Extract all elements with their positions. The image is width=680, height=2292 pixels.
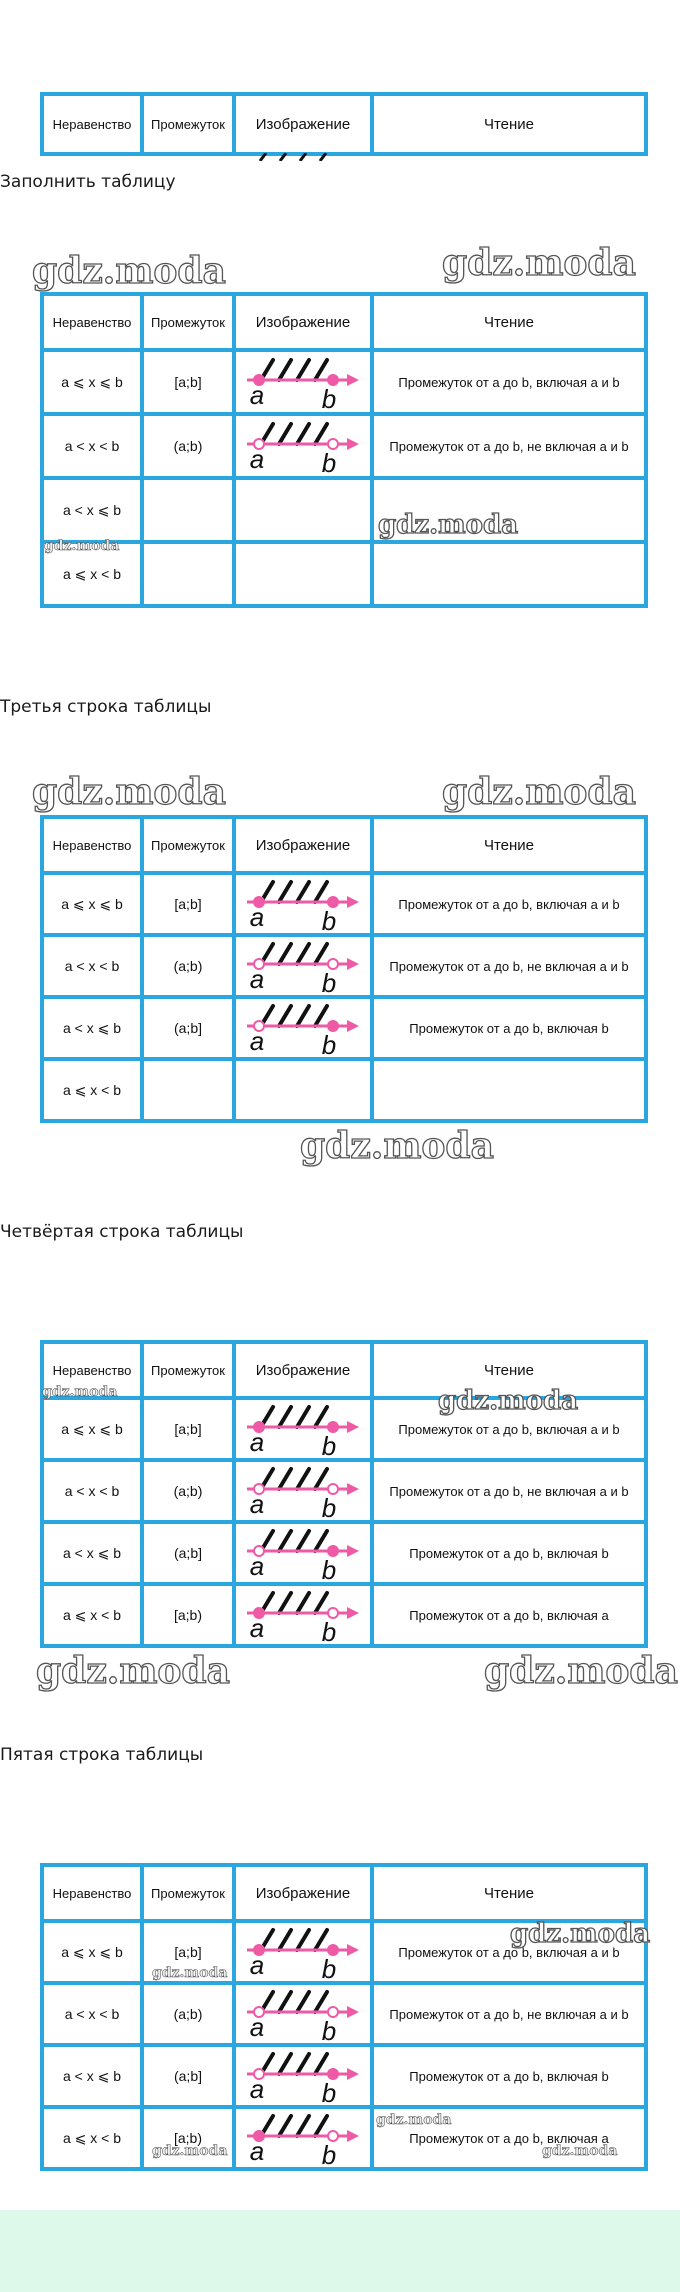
inequality-cell: a ⩽ x < b <box>42 2107 142 2169</box>
header-inequality: Неравенство <box>42 1342 142 1398</box>
arrow-icon <box>347 438 359 450</box>
header-image: Изображение <box>234 1865 372 1921</box>
interval-cell: (a;b] <box>142 997 234 1059</box>
watermark: gdz.moda <box>44 538 120 554</box>
table-row <box>42 1584 646 1646</box>
table-block-2 <box>0 765 680 1175</box>
hatch-icon <box>261 1006 327 1026</box>
watermark: gdz.moda <box>442 242 636 284</box>
image-cell <box>234 478 372 542</box>
interval-cell: (a;b) <box>142 414 234 478</box>
arrow-icon <box>347 2068 359 2080</box>
interval-cell <box>142 542 234 606</box>
arrow-icon <box>347 1483 359 1495</box>
inequality-cell: a < x ⩽ b <box>42 997 142 1059</box>
number-line-closed-closed <box>234 1398 372 1460</box>
reading-cell: Промежуток от a до b, включая b <box>372 2045 646 2107</box>
header-inequality: Неравенство <box>42 294 142 350</box>
hatch-icon <box>261 944 327 964</box>
label-a: a <box>249 380 265 410</box>
number-line-open-closed <box>234 1522 372 1584</box>
arrow-icon <box>347 896 359 908</box>
number-line-open-open <box>234 414 372 478</box>
table-block-4 <box>0 1855 680 2185</box>
table-row <box>42 1983 646 2045</box>
table-row <box>42 1059 646 1121</box>
hatch-icon <box>261 2054 327 2074</box>
header-interval: Промежуток <box>142 1342 234 1398</box>
watermark: gdz.moda <box>542 2143 618 2159</box>
interval-cell <box>142 1059 234 1121</box>
header-image: Изображение <box>234 817 372 873</box>
image-cell <box>234 542 372 606</box>
header-interval: Промежуток <box>142 294 234 350</box>
hatch-icon <box>261 360 327 380</box>
reading-cell: Промежуток от a до b, включая a и b <box>372 1921 646 1983</box>
reading-cell: Промежуток от a до b, не включая a и b <box>372 1460 646 1522</box>
watermark: gdz.moda <box>152 2143 228 2159</box>
arrow-icon <box>347 1545 359 1557</box>
watermark: gdz.moda <box>378 510 519 540</box>
table-row <box>42 414 646 478</box>
number-line-open-closed <box>234 2045 372 2107</box>
arrow-icon <box>347 958 359 970</box>
label-b: b <box>321 448 337 474</box>
label-b: b <box>321 1030 337 1056</box>
caption-fill-table: Заполнить таблицу <box>0 172 176 192</box>
number-line-closed-closed <box>234 350 372 414</box>
table-row <box>42 997 646 1059</box>
header-reading: Чтение <box>372 1865 646 1921</box>
reading-cell <box>372 542 646 606</box>
table-block-0 <box>0 0 680 170</box>
label-b: b <box>321 1555 337 1581</box>
hatch-icon <box>261 1531 327 1551</box>
label-b: b <box>321 1617 337 1643</box>
watermark: gdz.moda <box>32 771 226 813</box>
header-reading: Чтение <box>372 94 646 154</box>
table-block-3 <box>0 1330 680 1720</box>
watermark: gdz.moda <box>442 771 636 813</box>
hatch-icon <box>261 1469 327 1489</box>
reading-cell: Промежуток от a до b, не включая a и b <box>372 935 646 997</box>
label-b: b <box>321 1431 337 1457</box>
inequality-cell: a ⩽ x ⩽ b <box>42 873 142 935</box>
label-a: a <box>249 902 265 932</box>
interval-cell: [a;b) <box>142 2107 234 2169</box>
inequality-cell: a ⩽ x < b <box>42 542 142 606</box>
watermark: gdz.moda <box>300 1125 494 1167</box>
interval-cell: [a;b] <box>142 350 234 414</box>
watermark: gdz.moda <box>36 1650 230 1692</box>
watermark: gdz.moda <box>376 2112 452 2128</box>
number-line-closed-closed <box>234 1921 372 1983</box>
reading-cell: Промежуток от a до b, не включая a и b <box>372 414 646 478</box>
number-line-open-closed <box>234 997 372 1059</box>
header-inequality: Неравенство <box>42 817 142 873</box>
label-a: a <box>249 2074 265 2104</box>
reading-cell: Промежуток от a до b, включая a и b <box>372 873 646 935</box>
table-row <box>42 1522 646 1584</box>
arrow-icon <box>347 2006 359 2018</box>
label-b: b <box>321 2016 337 2042</box>
header-inequality: Неравенство <box>42 1865 142 1921</box>
label-b: b <box>321 1954 337 1980</box>
header-reading: Чтение <box>372 817 646 873</box>
reading-cell: Промежуток от a до b, не включая a и b <box>372 1983 646 2045</box>
label-a: a <box>249 1551 265 1581</box>
reading-cell: Промежуток от a до b, включая a <box>372 1584 646 1646</box>
interval-cell: (a;b] <box>142 2045 234 2107</box>
inequality-cell: a ⩽ x ⩽ b <box>42 1921 142 1983</box>
header-interval: Промежуток <box>142 94 234 154</box>
interval-cell: (a;b) <box>142 1983 234 2045</box>
label-a: a <box>249 1026 265 1056</box>
interval-cell: [a;b) <box>142 1584 234 1646</box>
label-a: a <box>249 1950 265 1980</box>
table-4 <box>40 1863 651 2171</box>
label-b: b <box>321 968 337 994</box>
table-row <box>42 2107 646 2169</box>
arrow-icon <box>347 2130 359 2142</box>
hatch-icon <box>261 2116 327 2136</box>
label-b: b <box>321 906 337 932</box>
reading-cell <box>372 1059 646 1121</box>
watermark: gdz.moda <box>438 1386 579 1416</box>
caption-fifth-row: Пятая строка таблицы <box>0 1745 204 1765</box>
watermark: gdz.moda <box>510 1919 651 1949</box>
label-b: b <box>321 1493 337 1519</box>
arrow-icon <box>347 1944 359 1956</box>
reading-cell: Промежуток от a до b, включая a <box>372 2107 646 2169</box>
hatch-icon <box>261 1992 327 2012</box>
reading-cell: Промежуток от a до b, включая a и b <box>372 350 646 414</box>
inequality-cell: a < x < b <box>42 935 142 997</box>
label-a: a <box>249 1613 265 1643</box>
label-a: a <box>249 1489 265 1519</box>
header-inequality: Неравенство <box>42 94 142 154</box>
reading-cell: Промежуток от a до b, включая a и b <box>372 1398 646 1460</box>
inequality-cell: a < x ⩽ b <box>42 2045 142 2107</box>
interval-cell: [a;b] <box>142 1921 234 1983</box>
header-reading: Чтение <box>372 1342 646 1398</box>
inequality-cell: a ⩽ x < b <box>42 1059 142 1121</box>
interval-cell: (a;b) <box>142 935 234 997</box>
cropped-hatch-icon <box>258 153 338 161</box>
number-line-closed-closed <box>234 873 372 935</box>
inequality-cell: a < x ⩽ b <box>42 1522 142 1584</box>
label-a: a <box>249 444 265 474</box>
number-line-closed-open <box>234 2107 372 2169</box>
label-b: b <box>321 2140 337 2166</box>
caption-fourth-row: Четвёртая строка таблицы <box>0 1222 244 1242</box>
header-image: Изображение <box>234 94 372 154</box>
arrow-icon <box>347 374 359 386</box>
arrow-icon <box>347 1421 359 1433</box>
label-a: a <box>249 1427 265 1457</box>
inequality-cell: a ⩽ x < b <box>42 1584 142 1646</box>
hatch-icon <box>261 1407 327 1427</box>
header-reading: Чтение <box>372 294 646 350</box>
interval-cell: (a;b) <box>142 1460 234 1522</box>
inequality-cell: a < x ⩽ b <box>42 478 142 542</box>
label-b: b <box>321 384 337 410</box>
table-2 <box>40 815 648 1123</box>
label-a: a <box>249 964 265 994</box>
table-block-1 <box>0 240 680 610</box>
table-row <box>42 478 646 542</box>
label-b: b <box>321 2078 337 2104</box>
hatch-icon <box>261 882 327 902</box>
bottom-bar <box>0 2210 680 2292</box>
table-header-only <box>40 92 648 156</box>
watermark: gdz.moda <box>32 250 226 292</box>
interval-cell: (a;b] <box>142 1522 234 1584</box>
image-cell <box>234 1059 372 1121</box>
number-line-open-open <box>234 1983 372 2045</box>
header-interval: Промежуток <box>142 1865 234 1921</box>
interval-cell <box>142 478 234 542</box>
table-row <box>42 350 646 414</box>
inequality-cell: a ⩽ x ⩽ b <box>42 350 142 414</box>
number-line-closed-open <box>234 1584 372 1646</box>
watermark: gdz.moda <box>484 1650 678 1692</box>
table-row <box>42 2045 646 2107</box>
number-line-open-open <box>234 1460 372 1522</box>
hatch-icon <box>261 1930 327 1950</box>
inequality-cell: a < x < b <box>42 1983 142 2045</box>
hatch-icon <box>261 424 327 444</box>
header-image: Изображение <box>234 294 372 350</box>
interval-cell: [a;b] <box>142 1398 234 1460</box>
header-image: Изображение <box>234 1342 372 1398</box>
inequality-cell: a < x < b <box>42 414 142 478</box>
hatch-icon <box>261 1593 327 1613</box>
inequality-cell: a < x < b <box>42 1460 142 1522</box>
table-1 <box>40 292 648 608</box>
header-interval: Промежуток <box>142 817 234 873</box>
reading-cell: Промежуток от a до b, включая b <box>372 997 646 1059</box>
label-a: a <box>249 2136 265 2166</box>
number-line-open-open <box>234 935 372 997</box>
arrow-icon <box>347 1607 359 1619</box>
table-row <box>42 542 646 606</box>
label-a: a <box>249 2012 265 2042</box>
table-row <box>42 873 646 935</box>
table-row <box>42 935 646 997</box>
table-row <box>42 1460 646 1522</box>
watermark: gdz.moda <box>42 1384 118 1400</box>
caption-third-row: Третья строка таблицы <box>0 697 212 717</box>
arrow-icon <box>347 1020 359 1032</box>
watermark: gdz.moda <box>152 1965 228 1981</box>
inequality-cell: a ⩽ x ⩽ b <box>42 1398 142 1460</box>
reading-cell: Промежуток от a до b, включая b <box>372 1522 646 1584</box>
interval-cell: [a;b] <box>142 873 234 935</box>
